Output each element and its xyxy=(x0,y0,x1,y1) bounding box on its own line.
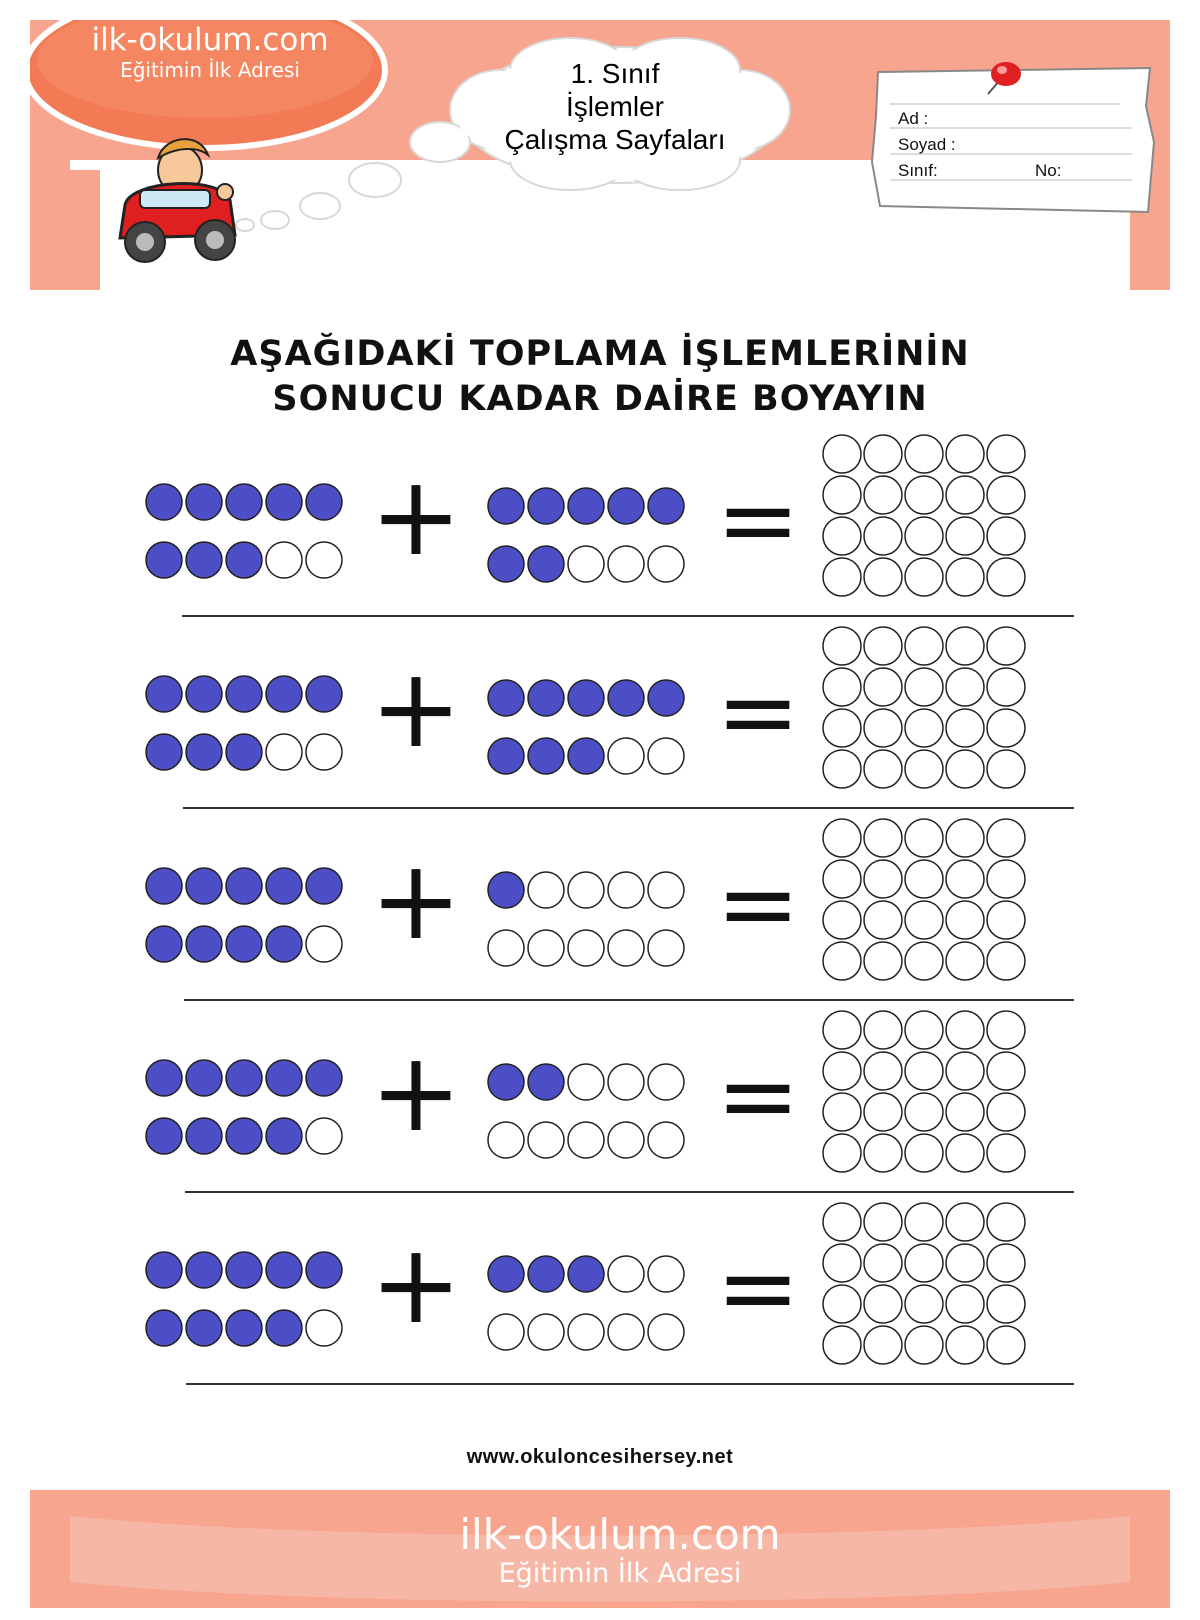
answer-circle xyxy=(946,476,984,514)
second-addend-filled-circle xyxy=(608,680,644,716)
answer-circle xyxy=(946,709,984,747)
title-line-2: İşlemler xyxy=(565,91,664,122)
answer-circle xyxy=(987,1093,1025,1131)
second-addend-filled-circle xyxy=(528,1064,564,1100)
second-addend-empty-circle xyxy=(488,1314,524,1350)
answer-circle xyxy=(987,1052,1025,1090)
second-addend-empty-circle xyxy=(648,546,684,582)
answer-circle xyxy=(864,627,902,665)
brand-tagline: Eğitimin İlk Adresi xyxy=(120,58,300,82)
answer-circle xyxy=(946,1093,984,1131)
second-addend-empty-circle xyxy=(608,1122,644,1158)
first-addend-filled-circle xyxy=(266,1310,302,1346)
answer-circle xyxy=(864,558,902,596)
answer-circle xyxy=(987,750,1025,788)
first-addend-filled-circle xyxy=(226,734,262,770)
answer-circle xyxy=(905,668,943,706)
second-addend-empty-circle xyxy=(528,1122,564,1158)
answer-circle xyxy=(987,709,1025,747)
answer-circle xyxy=(864,942,902,980)
answer-circle xyxy=(905,750,943,788)
second-addend-filled-circle xyxy=(488,680,524,716)
first-addend-filled-circle xyxy=(306,1060,342,1096)
answer-circle xyxy=(987,558,1025,596)
second-addend-filled-circle xyxy=(608,488,644,524)
answer-circle xyxy=(823,435,861,473)
second-addend-empty-circle xyxy=(568,1314,604,1350)
brand-url: ilk-okulum.com xyxy=(91,22,329,58)
answer-circle xyxy=(864,1052,902,1090)
first-addend-filled-circle xyxy=(266,1252,302,1288)
answer-circle xyxy=(905,1285,943,1323)
first-addend-filled-circle xyxy=(266,676,302,712)
second-addend-empty-circle xyxy=(528,930,564,966)
first-addend-filled-circle xyxy=(226,484,262,520)
second-addend-empty-circle xyxy=(528,1314,564,1350)
first-addend-filled-circle xyxy=(186,1118,222,1154)
second-addend-filled-circle xyxy=(648,680,684,716)
answer-circle xyxy=(823,860,861,898)
second-addend-filled-circle xyxy=(568,488,604,524)
first-addend-filled-circle xyxy=(146,542,182,578)
answer-circle xyxy=(823,1134,861,1172)
answer-circle xyxy=(905,1093,943,1131)
first-addend-filled-circle xyxy=(226,1310,262,1346)
second-addend-empty-circle xyxy=(608,1064,644,1100)
answer-circle xyxy=(946,1011,984,1049)
answer-circle xyxy=(905,1011,943,1049)
plus-sign: + xyxy=(369,452,463,580)
instruction-line-2: SONUCU KADAR DAİRE BOYAYIN xyxy=(272,379,928,419)
answer-circle xyxy=(823,476,861,514)
answer-circle xyxy=(987,901,1025,939)
answer-circle xyxy=(946,819,984,857)
answer-circle xyxy=(987,1244,1025,1282)
answer-circle xyxy=(987,1011,1025,1049)
footer-brand-tagline: Eğitimin İlk Adresi xyxy=(498,1558,742,1589)
second-addend-empty-circle xyxy=(648,1256,684,1292)
first-addend-filled-circle xyxy=(266,1060,302,1096)
second-addend-filled-circle xyxy=(488,872,524,908)
instruction-line-1: AŞAĞIDAKİ TOPLAMA İŞLEMLERİNİN xyxy=(230,334,970,374)
second-addend-filled-circle xyxy=(488,488,524,524)
answer-circle xyxy=(946,860,984,898)
first-addend-filled-circle xyxy=(306,484,342,520)
second-addend-filled-circle xyxy=(488,1064,524,1100)
first-addend-filled-circle xyxy=(186,1310,222,1346)
first-addend-filled-circle xyxy=(186,1060,222,1096)
first-addend-filled-circle xyxy=(226,1252,262,1288)
plus-sign: + xyxy=(369,1220,463,1348)
second-addend-filled-circle xyxy=(528,738,564,774)
first-addend-empty-circle xyxy=(306,1118,342,1154)
answer-circle xyxy=(905,476,943,514)
site-url: www.okuloncesihersey.net xyxy=(466,1446,734,1468)
answer-circle xyxy=(946,435,984,473)
second-addend-empty-circle xyxy=(568,872,604,908)
answer-circle xyxy=(864,1285,902,1323)
answer-circle xyxy=(946,901,984,939)
second-addend-filled-circle xyxy=(528,546,564,582)
answer-circle xyxy=(905,517,943,555)
answer-circle xyxy=(823,1052,861,1090)
answer-circle xyxy=(987,517,1025,555)
answer-circle xyxy=(823,1093,861,1131)
first-addend-filled-circle xyxy=(146,1118,182,1154)
second-addend-empty-circle xyxy=(648,1314,684,1350)
answer-circle xyxy=(987,1285,1025,1323)
second-addend-empty-circle xyxy=(568,930,604,966)
answer-circle xyxy=(864,750,902,788)
first-addend-filled-circle xyxy=(146,676,182,712)
answer-circle xyxy=(823,1244,861,1282)
answer-circle xyxy=(946,668,984,706)
name-label: Ad : xyxy=(898,109,929,128)
first-addend-filled-circle xyxy=(306,868,342,904)
title-line-1: 1. Sınıf xyxy=(570,58,660,89)
first-addend-filled-circle xyxy=(186,542,222,578)
second-addend-filled-circle xyxy=(488,546,524,582)
second-addend-empty-circle xyxy=(568,1122,604,1158)
footer-brand-url: ilk-okulum.com xyxy=(459,1510,781,1559)
footer-brand xyxy=(400,1512,840,1590)
answer-circle xyxy=(946,1052,984,1090)
first-addend-filled-circle xyxy=(226,542,262,578)
answer-circle xyxy=(864,1203,902,1241)
first-addend-filled-circle xyxy=(226,676,262,712)
second-addend-empty-circle xyxy=(608,930,644,966)
answer-circle xyxy=(864,668,902,706)
second-addend-empty-circle xyxy=(648,1064,684,1100)
answer-circle xyxy=(864,517,902,555)
first-addend-filled-circle xyxy=(146,1310,182,1346)
first-addend-filled-circle xyxy=(146,1252,182,1288)
answer-circle xyxy=(905,1134,943,1172)
answer-circle xyxy=(823,1011,861,1049)
equals-sign: = xyxy=(716,1037,800,1154)
answer-circle xyxy=(946,627,984,665)
answer-circle xyxy=(823,627,861,665)
equals-sign: = xyxy=(716,653,800,770)
first-addend-filled-circle xyxy=(186,1252,222,1288)
plus-sign: + xyxy=(369,1028,463,1156)
first-addend-empty-circle xyxy=(266,542,302,578)
second-addend-filled-circle xyxy=(568,738,604,774)
answer-circle xyxy=(987,942,1025,980)
first-addend-filled-circle xyxy=(186,676,222,712)
second-addend-empty-circle xyxy=(568,546,604,582)
answer-circle xyxy=(905,1244,943,1282)
answer-circle xyxy=(946,1285,984,1323)
second-addend-empty-circle xyxy=(648,872,684,908)
first-addend-empty-circle xyxy=(306,926,342,962)
answer-circle xyxy=(864,435,902,473)
answer-circle xyxy=(823,668,861,706)
plus-sign: + xyxy=(369,836,463,964)
answer-circle xyxy=(946,942,984,980)
second-addend-filled-circle xyxy=(568,1256,604,1292)
answer-circle xyxy=(823,1203,861,1241)
answer-circle xyxy=(864,819,902,857)
answer-circle xyxy=(823,517,861,555)
answer-circle xyxy=(946,750,984,788)
answer-circle xyxy=(823,558,861,596)
surname-label: Soyad : xyxy=(898,135,956,154)
answer-circle xyxy=(987,627,1025,665)
answer-circle xyxy=(864,709,902,747)
equals-sign: = xyxy=(716,461,800,578)
first-addend-filled-circle xyxy=(186,868,222,904)
answer-circle xyxy=(946,1134,984,1172)
second-addend-empty-circle xyxy=(608,546,644,582)
first-addend-filled-circle xyxy=(186,734,222,770)
first-addend-filled-circle xyxy=(306,676,342,712)
first-addend-empty-circle xyxy=(306,734,342,770)
answer-circle xyxy=(987,1326,1025,1364)
first-addend-filled-circle xyxy=(266,868,302,904)
answer-circle xyxy=(905,627,943,665)
answer-circle xyxy=(864,860,902,898)
equals-sign: = xyxy=(716,1229,800,1346)
answer-circle xyxy=(864,476,902,514)
answer-circle xyxy=(946,1326,984,1364)
answer-circle xyxy=(987,819,1025,857)
answer-circle xyxy=(864,1093,902,1131)
answer-circle xyxy=(864,901,902,939)
second-addend-empty-circle xyxy=(488,930,524,966)
answer-circle xyxy=(946,517,984,555)
answer-circle xyxy=(823,901,861,939)
answer-circle xyxy=(823,1285,861,1323)
title-line-3: Çalışma Sayfaları xyxy=(504,124,726,155)
answer-circle xyxy=(905,1052,943,1090)
second-addend-filled-circle xyxy=(528,488,564,524)
answer-circle xyxy=(905,901,943,939)
plus-sign: + xyxy=(369,644,463,772)
second-addend-empty-circle xyxy=(648,738,684,774)
answer-circle xyxy=(987,476,1025,514)
number-label: No: xyxy=(1035,161,1062,180)
answer-circle xyxy=(823,750,861,788)
first-addend-empty-circle xyxy=(266,734,302,770)
second-addend-filled-circle xyxy=(568,680,604,716)
answer-circle xyxy=(864,1134,902,1172)
second-addend-filled-circle xyxy=(528,680,564,716)
answer-circle xyxy=(864,1011,902,1049)
second-addend-empty-circle xyxy=(608,738,644,774)
first-addend-filled-circle xyxy=(226,868,262,904)
answer-circle xyxy=(823,709,861,747)
first-addend-filled-circle xyxy=(226,1118,262,1154)
second-addend-filled-circle xyxy=(528,1256,564,1292)
first-addend-empty-circle xyxy=(306,1310,342,1346)
first-addend-filled-circle xyxy=(226,926,262,962)
first-addend-filled-circle xyxy=(186,926,222,962)
answer-circle xyxy=(823,1326,861,1364)
second-addend-empty-circle xyxy=(648,1122,684,1158)
second-addend-filled-circle xyxy=(648,488,684,524)
first-addend-filled-circle xyxy=(306,1252,342,1288)
second-addend-empty-circle xyxy=(568,1064,604,1100)
answer-circle xyxy=(905,435,943,473)
answer-circle xyxy=(946,1203,984,1241)
first-addend-filled-circle xyxy=(266,926,302,962)
answer-circle xyxy=(905,860,943,898)
first-addend-filled-circle xyxy=(146,484,182,520)
answer-circle xyxy=(987,668,1025,706)
answer-circle xyxy=(905,709,943,747)
answer-circle xyxy=(905,558,943,596)
first-addend-filled-circle xyxy=(226,1060,262,1096)
second-addend-empty-circle xyxy=(648,930,684,966)
first-addend-filled-circle xyxy=(266,1118,302,1154)
answer-circle xyxy=(864,1326,902,1364)
second-addend-empty-circle xyxy=(528,872,564,908)
first-addend-filled-circle xyxy=(186,484,222,520)
answer-circle xyxy=(987,1203,1025,1241)
first-addend-filled-circle xyxy=(146,868,182,904)
answer-circle xyxy=(905,1203,943,1241)
first-addend-empty-circle xyxy=(306,542,342,578)
answer-circle xyxy=(823,942,861,980)
answer-circle xyxy=(864,1244,902,1282)
second-addend-empty-circle xyxy=(608,1256,644,1292)
second-addend-empty-circle xyxy=(608,872,644,908)
answer-circle xyxy=(987,1134,1025,1172)
answer-circle xyxy=(987,435,1025,473)
answer-circle xyxy=(946,558,984,596)
second-addend-filled-circle xyxy=(488,738,524,774)
answer-circle xyxy=(905,942,943,980)
answer-circle xyxy=(987,860,1025,898)
answer-circle xyxy=(946,1244,984,1282)
class-label: Sınıf: xyxy=(898,161,938,180)
second-addend-filled-circle xyxy=(488,1256,524,1292)
second-addend-empty-circle xyxy=(488,1122,524,1158)
equals-sign: = xyxy=(716,845,800,962)
first-addend-filled-circle xyxy=(146,734,182,770)
first-addend-filled-circle xyxy=(146,1060,182,1096)
second-addend-empty-circle xyxy=(608,1314,644,1350)
answer-circle xyxy=(905,1326,943,1364)
answer-circle xyxy=(905,819,943,857)
first-addend-filled-circle xyxy=(146,926,182,962)
answer-circle xyxy=(823,819,861,857)
first-addend-filled-circle xyxy=(266,484,302,520)
